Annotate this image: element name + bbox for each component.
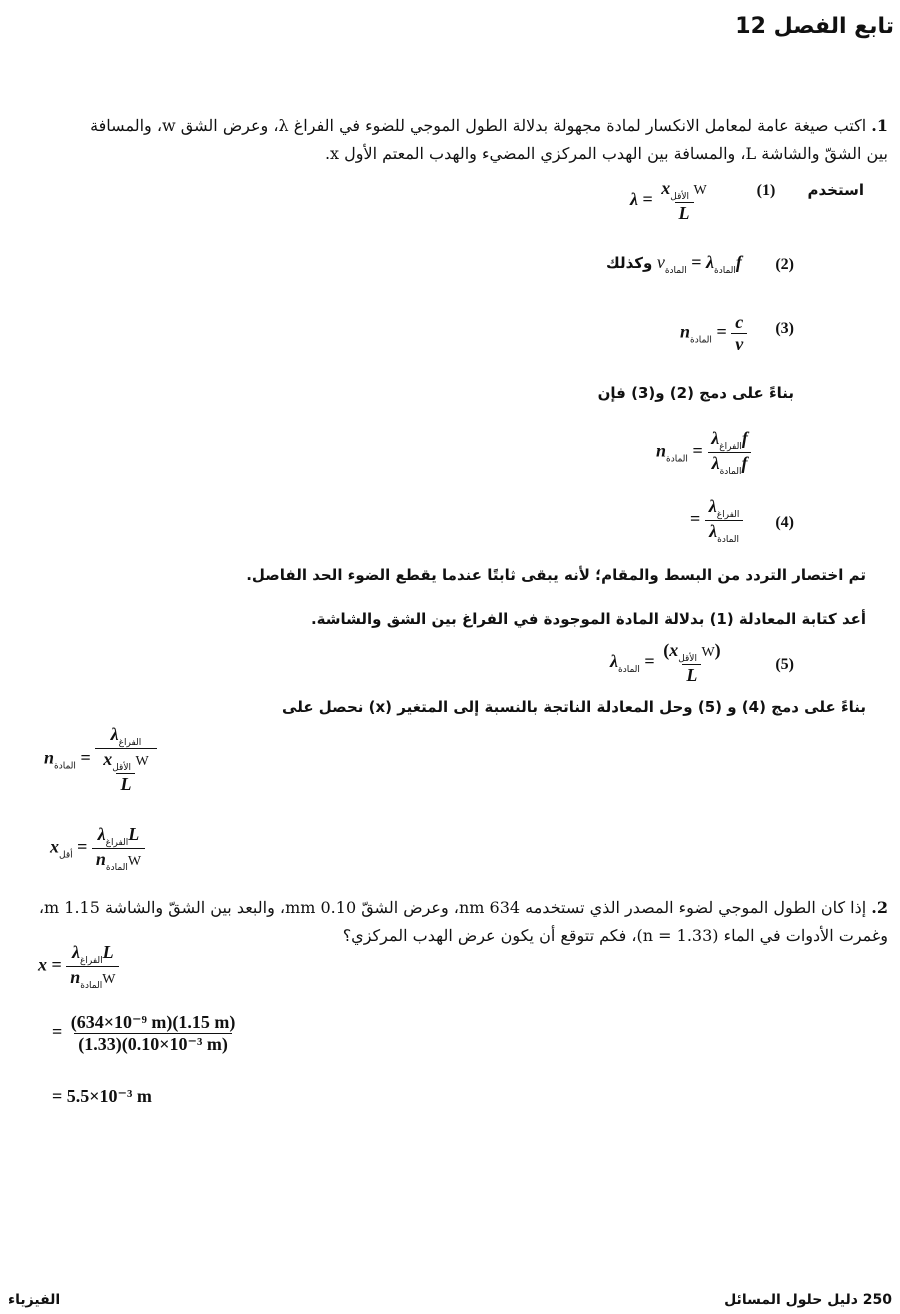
- eq-num-1: (1): [756, 182, 776, 199]
- equation-4-row: [775, 512, 794, 532]
- equation-n-solved: $n_{المادة}$ = $\frac{\lambda_{الفراغ}}{\frac{x_{الأقل} W}{L}}$: [44, 724, 157, 795]
- equation-5: $\lambda_{المادة}$ = $\frac{(x_{الأقل} W)}{L}$: [610, 640, 721, 685]
- q1-line2: بين الشقّ والشاشة L، والمسافة بين الهدب المركزي المضيء والهدب المعتم الأول x.: [324, 144, 888, 163]
- q2-line2: وغمرت الأدوات في الماء (n = 1.33)، فكم تتوقع أن يكون عرض الهدب المركزي؟: [342, 926, 888, 945]
- use-label: استخدم: [807, 181, 864, 199]
- q1-line1: 1. اكتب صيغة عامة لمعامل الانكسار لمادة مجهولة بدلالة الطول الموجي للضوء في الفراغ λ، وعرض الشق w، والمسافة: [90, 116, 888, 135]
- equation-3: $n_{المادة}$ = $\frac{c}{v}$: [680, 312, 747, 355]
- eq-num-4: (4): [775, 514, 794, 531]
- equation-1-row: [757, 180, 864, 200]
- footer-subject: الفيزياء: [8, 1292, 61, 1308]
- equation-2-row: [775, 254, 794, 274]
- eq-num-5: (5): [775, 656, 794, 673]
- also-label: وكذلك: [606, 254, 653, 272]
- q2-substitution: = $\frac{\text{(634×10⁻⁹ m)(1.15 m)}}{\text{(1.33)(0.10×10⁻³ m)}}$: [52, 1012, 239, 1055]
- frequency-cancel-note: تم اختصار التردد من البسط والمقام؛ لأنه يبقى ثابتًا عندما يقطع الضوء الحد الفاصل.: [246, 566, 866, 584]
- question-2-text: [3, 894, 888, 950]
- combine-2-3-text: بناءً على دمج (2) و(3) فإن: [597, 384, 794, 402]
- q2-result: = 5.5×10⁻³ m: [52, 1086, 152, 1106]
- q2-number: 2.: [871, 898, 888, 917]
- q2-sub-denominator: (1.33)(0.10×10⁻³ m): [74, 1033, 232, 1055]
- q2-sub-numerator: (634×10⁻⁹ m)(1.15 m): [70, 1012, 236, 1032]
- chapter-header: تابع الفصل 12: [735, 14, 894, 39]
- q2-formula: x = $\frac{\lambda_{الفراغ}L}{n_{المادة}W}$: [38, 942, 119, 991]
- equation-5-row: [775, 654, 794, 674]
- eq-num-3: (3): [775, 320, 794, 337]
- equation-4: = $\frac{\lambda_{الفراغ}}{\lambda_{المادة}}$: [690, 496, 743, 545]
- rewrite-eq1-text: أعد كتابة المعادلة (1) بدلالة المادة الموجودة في الفراغ بين الشق والشاشة.: [310, 610, 866, 628]
- eq-num-2: (2): [775, 256, 794, 273]
- question-1-text: [3, 112, 888, 168]
- equation-n-ratio: $n_{المادة}$ = $\frac{\lambda_{الفراغ}f}{\lambda_{المادة}f}$: [656, 428, 752, 477]
- combine-4-5-text: بناءً على دمج (4) و (5) وحل المعادلة الناتجة بالنسبة إلى المتغير (x) نحصل على: [282, 698, 866, 716]
- q1-number: 1.: [871, 116, 888, 135]
- equation-3-row: [775, 318, 794, 338]
- footer-page-info: [724, 1292, 892, 1308]
- equation-x-solved: $x_{أقل}$ = $\frac{\lambda_{الفراغ}L}{n_{المادة}W}$: [50, 824, 145, 873]
- equation-2: وكذلك $v_{المادة} = \lambda_{المادة}f$: [606, 252, 742, 276]
- q2-line1: 2. إذا كان الطول الموجي لضوء المصدر الذي تستخدمه 634 nm، وعرض الشقّ 0.10 mm، والبعد بين الشقّ والشاشة 1.15 m،: [38, 898, 888, 917]
- page-number: 250: [862, 1292, 892, 1308]
- book-title: دليل حلول المسائل: [724, 1292, 858, 1308]
- equation-1: λ = $\frac{x_{الأقل} W}{L}$: [630, 178, 707, 223]
